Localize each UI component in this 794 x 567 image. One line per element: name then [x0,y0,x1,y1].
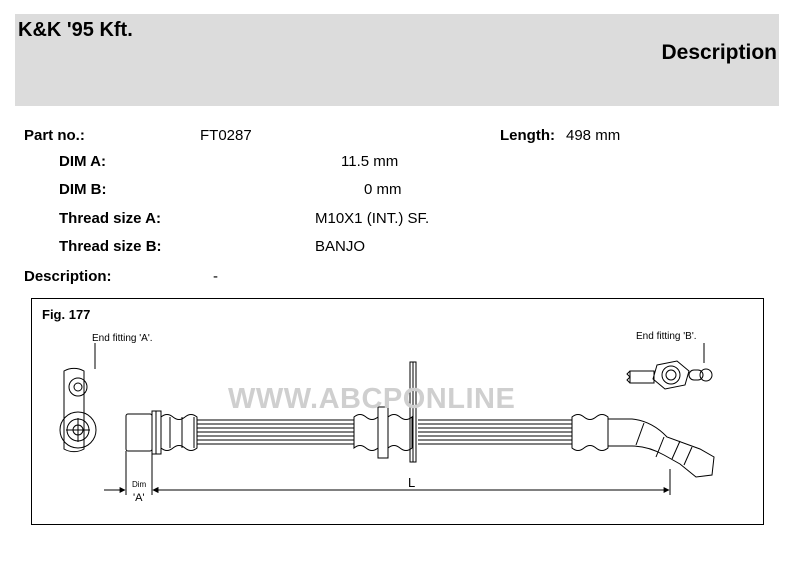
dim-a-label: DIM A: [59,153,106,170]
technical-drawing [31,298,764,525]
page-title: Description [661,41,777,64]
length-label: Length: [500,127,555,144]
thread-size-a-value: M10X1 (INT.) SF. [315,210,430,227]
dim-b-label: DIM B: [59,181,107,198]
thread-size-b-value: BANJO [315,238,366,255]
part-no-label: Part no.: [24,127,85,144]
thread-size-a-label: Thread size A: [59,210,161,227]
company-name: K&K '95 Kft. [18,19,133,41]
part-no-value: FT0287 [200,127,252,144]
watermark: WWW.ABCPONLINE [228,383,516,415]
description-value: - [213,268,218,285]
end-fitting-b-note: End fitting 'B'. [636,331,697,342]
length-marker: L [408,475,416,490]
end-fitting-b-drawing [627,361,712,389]
dim-label: Dim [132,480,147,489]
thread-size-b-label: Thread size B: [59,238,162,255]
dim-a-value: 11.5 mm [341,153,399,170]
length-value: 498 mm [566,127,621,144]
dim-b-value: 0 mm [364,181,402,198]
header-bar [15,14,779,106]
description-label: Description: [24,268,112,285]
end-fitting-a-drawing [60,368,96,451]
end-fitting-a-note: End fitting 'A'. [92,333,153,344]
dim-a-marker: 'A' [133,492,145,504]
figure-label: Fig. 177 [42,307,91,322]
